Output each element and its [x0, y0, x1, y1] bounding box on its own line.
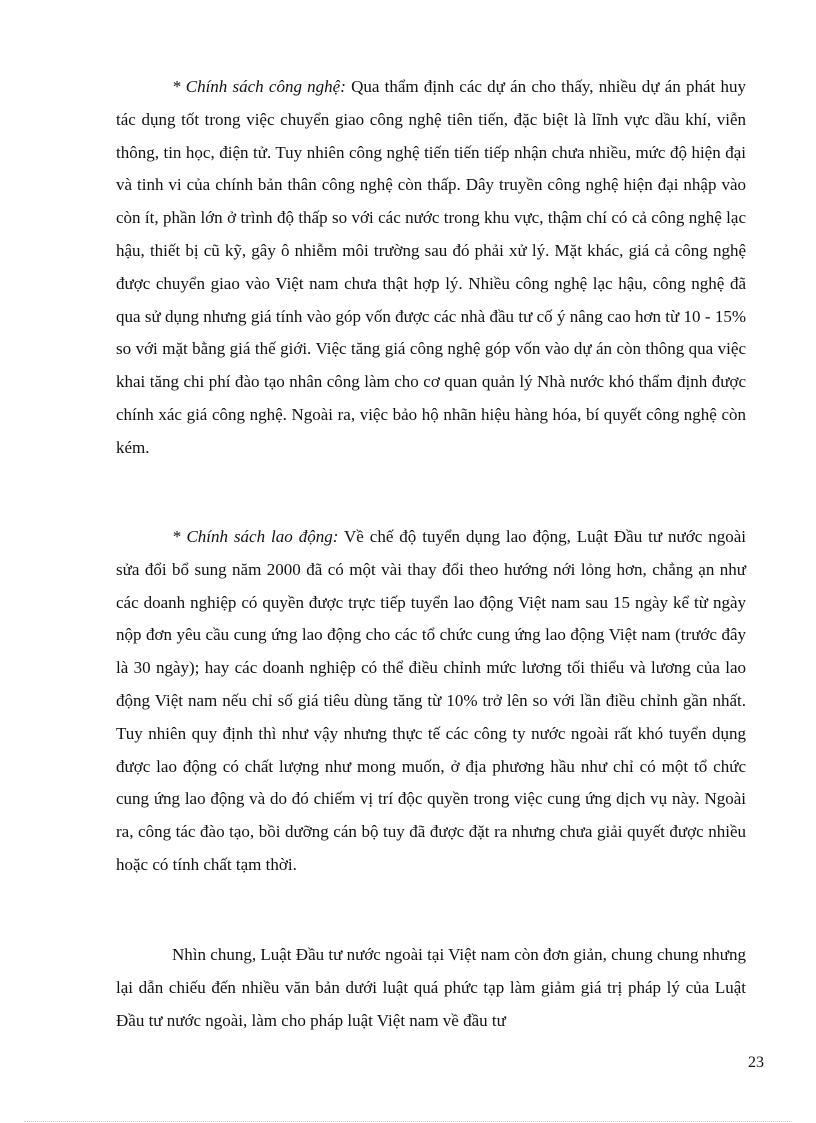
paragraph-technology-policy	[116, 71, 746, 465]
footer-divider	[24, 1121, 792, 1122]
paragraph-text: Về chế độ tuyển dụng lao động, Luật Đầu tư nước ngoài sửa đổi bổ sung năm 2000 đã có một vài thay đổi theo hướng nới lỏng hơn, chẳng ạn như các doanh nghiệp có quyền được trực tiếp tuyển lao động Việt nam sau 15 ngày kể từ ngày nộp đơn yêu cầu cung ứng lao động cho các tổ chức cung ứng lao động Việt nam (trước đây là 30 ngày); hay các doanh nghiệp có thể điều chỉnh mức lương tối thiểu và lương của lao động Việt nam nếu chỉ số giá tiêu dùng tăng từ 10% trở lên so với lần điều chỉnh gần nhất. Tuy nhiên quy định thì như vậy nhưng thực tế các công ty nước ngoài rất khó tuyển dụng được lao động có chất lượng như mong muốn, ở địa phương hầu như chỉ có một tổ chức cung ứng lao động và do đó chiếm vị trí độc quyền trong việc cung ứng dịch vụ này. Ngoài ra, công tác đào tạo, bồi dưỡng cán bộ tuy đã được đặt ra nhưng chưa giải quyết được nhiều hoặc có tính chất tạm thời.	[116, 527, 746, 874]
page-number: 23	[748, 1054, 764, 1071]
paragraph-summary	[116, 939, 746, 1037]
paragraph-text: Nhìn chung, Luật Đầu tư nước ngoài tại Việt nam còn đơn giản, chung chung nhưng lại dẫn chiếu đến nhiều văn bản dưới luật quá phức tạp làm giảm giá trị pháp lý của Luật Đầu tư nước ngoài, làm cho pháp luật Việt nam về đầu tư	[116, 945, 746, 1030]
paragraph-labor-policy	[116, 521, 746, 882]
paragraph-lead-heading: * Chính sách lao động:	[172, 527, 339, 546]
paragraph-body	[116, 71, 746, 465]
paragraph-text: Qua thẩm định các dự án cho thấy, nhiều dự án phát huy tác dụng tốt trong việc chuyển giao công nghệ tiên tiến, đặc biệt là lĩnh vực dầu khí, viễn thông, tin học, điện tử. Tuy nhiên công nghệ tiến tiến tiếp nhận chưa nhiều, mức độ hiện đại và tinh vi của chính bản thân công nghệ còn thấp. Dây truyền công nghệ hiện đại nhập vào còn ít, phần lớn ở trình độ thấp so với các nước trong khu vực, thậm chí có cả công nghệ lạc hậu, thiết bị cũ kỹ, gây ô nhiễm môi trường sau đó phải xử lý. Mặt khác, giá cả công nghệ được chuyển giao vào Việt nam chưa thật hợp lý. Nhiều công nghệ lạc hậu, công nghệ đã qua sử dụng nhưng giá tính vào góp vốn được các nhà đầu tư cố ý nâng cao hơn từ 10 - 15% so với mặt bằng giá thế giới. Việc tăng giá công nghệ góp vốn vào dự án còn thông qua việc khai tăng chi phí đào tạo nhân công làm cho cơ quan quản lý Nhà nước khó thẩm định được chính xác giá công nghệ. Ngoài ra, việc bảo hộ nhãn hiệu hàng hóa, bí quyết công nghệ còn kém.	[116, 77, 746, 457]
paragraph-lead-heading: * Chính sách công nghệ:	[172, 77, 346, 96]
paragraph-body	[116, 939, 746, 1037]
paragraph-body	[116, 521, 746, 882]
